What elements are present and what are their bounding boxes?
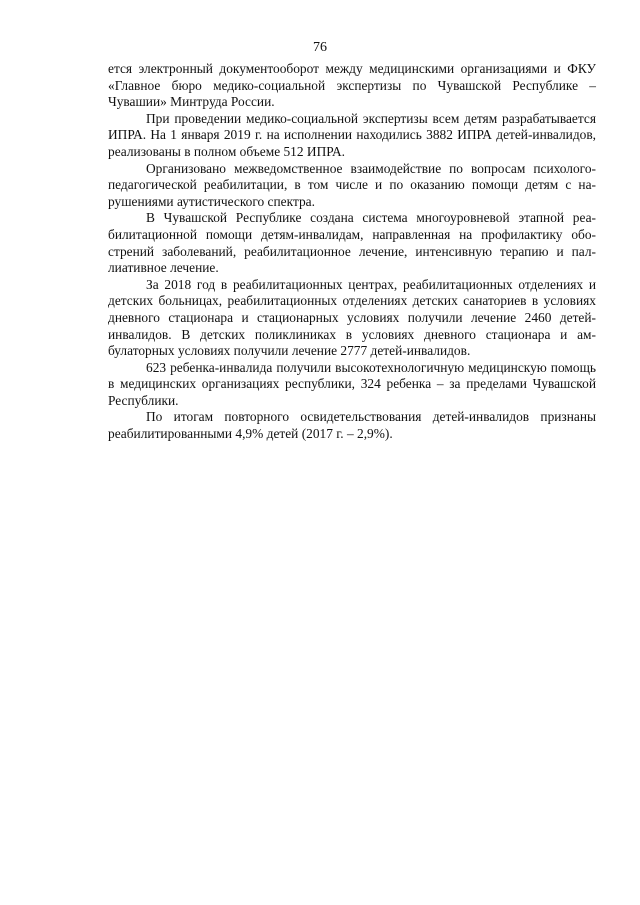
paragraph-2018-treatment: За 2018 год в реабилитационных центрах, реабилитационных отделениях и детских больницах, реабилитационных отделениях детских санаториев в условиях дневного стационара и стационарных условиях получили лечение 2460 детей-инвалидов. В детских поликлиниках в условиях дневного стационара и амбулаторных условиях получили лечение 2777 детей-инвалидов. [108, 276, 596, 359]
paragraph-rehabilitation-system: В Чувашской Республике создана система многоуровневой этапной реабилитационной помощи детям-инвалидам, направленная на профилактику обострений заболеваний, реабилитационное лечение, интенсивную терапию и паллиативное лечение. [108, 210, 596, 276]
paragraph-reexamination-results: По итогам повторного освидетельствования детей-инвалидов признаны реабилитированными 4,9% детей (2017 г. – 2,9%). [108, 409, 596, 442]
body-text [108, 61, 596, 443]
page-number: 76 [313, 40, 327, 55]
paragraph-high-tech-care: 623 ребенка-инвалида получили высокотехнологичную медицинскую помощь в медицинских организациях республики, 324 ребенка – за пределами Чувашской Республики. [108, 359, 596, 408]
paragraph-interagency-cooperation: Организовано межведомственное взаимодействие по вопросам психолого-педагогической реабилитации, в том числе и по оказанию помощи детям с нарушениями аутистического спектра. [108, 160, 596, 209]
paragraph-ipra-development: При проведении медико-социальной экспертизы всем детям разрабатывается ИПРА. На 1 января 2019 г. на исполнении находились 3882 ИПРА детей-инвалидов, реализованы в полном объеме 512 ИПРА. [108, 110, 596, 159]
paragraph-continuation: ется электронный документооборот между медицинскими организациями и ФКУ «Главное бюро медико-социальной экспертизы по Чувашской Республике – Чувашии» Минтруда России. [108, 61, 596, 110]
